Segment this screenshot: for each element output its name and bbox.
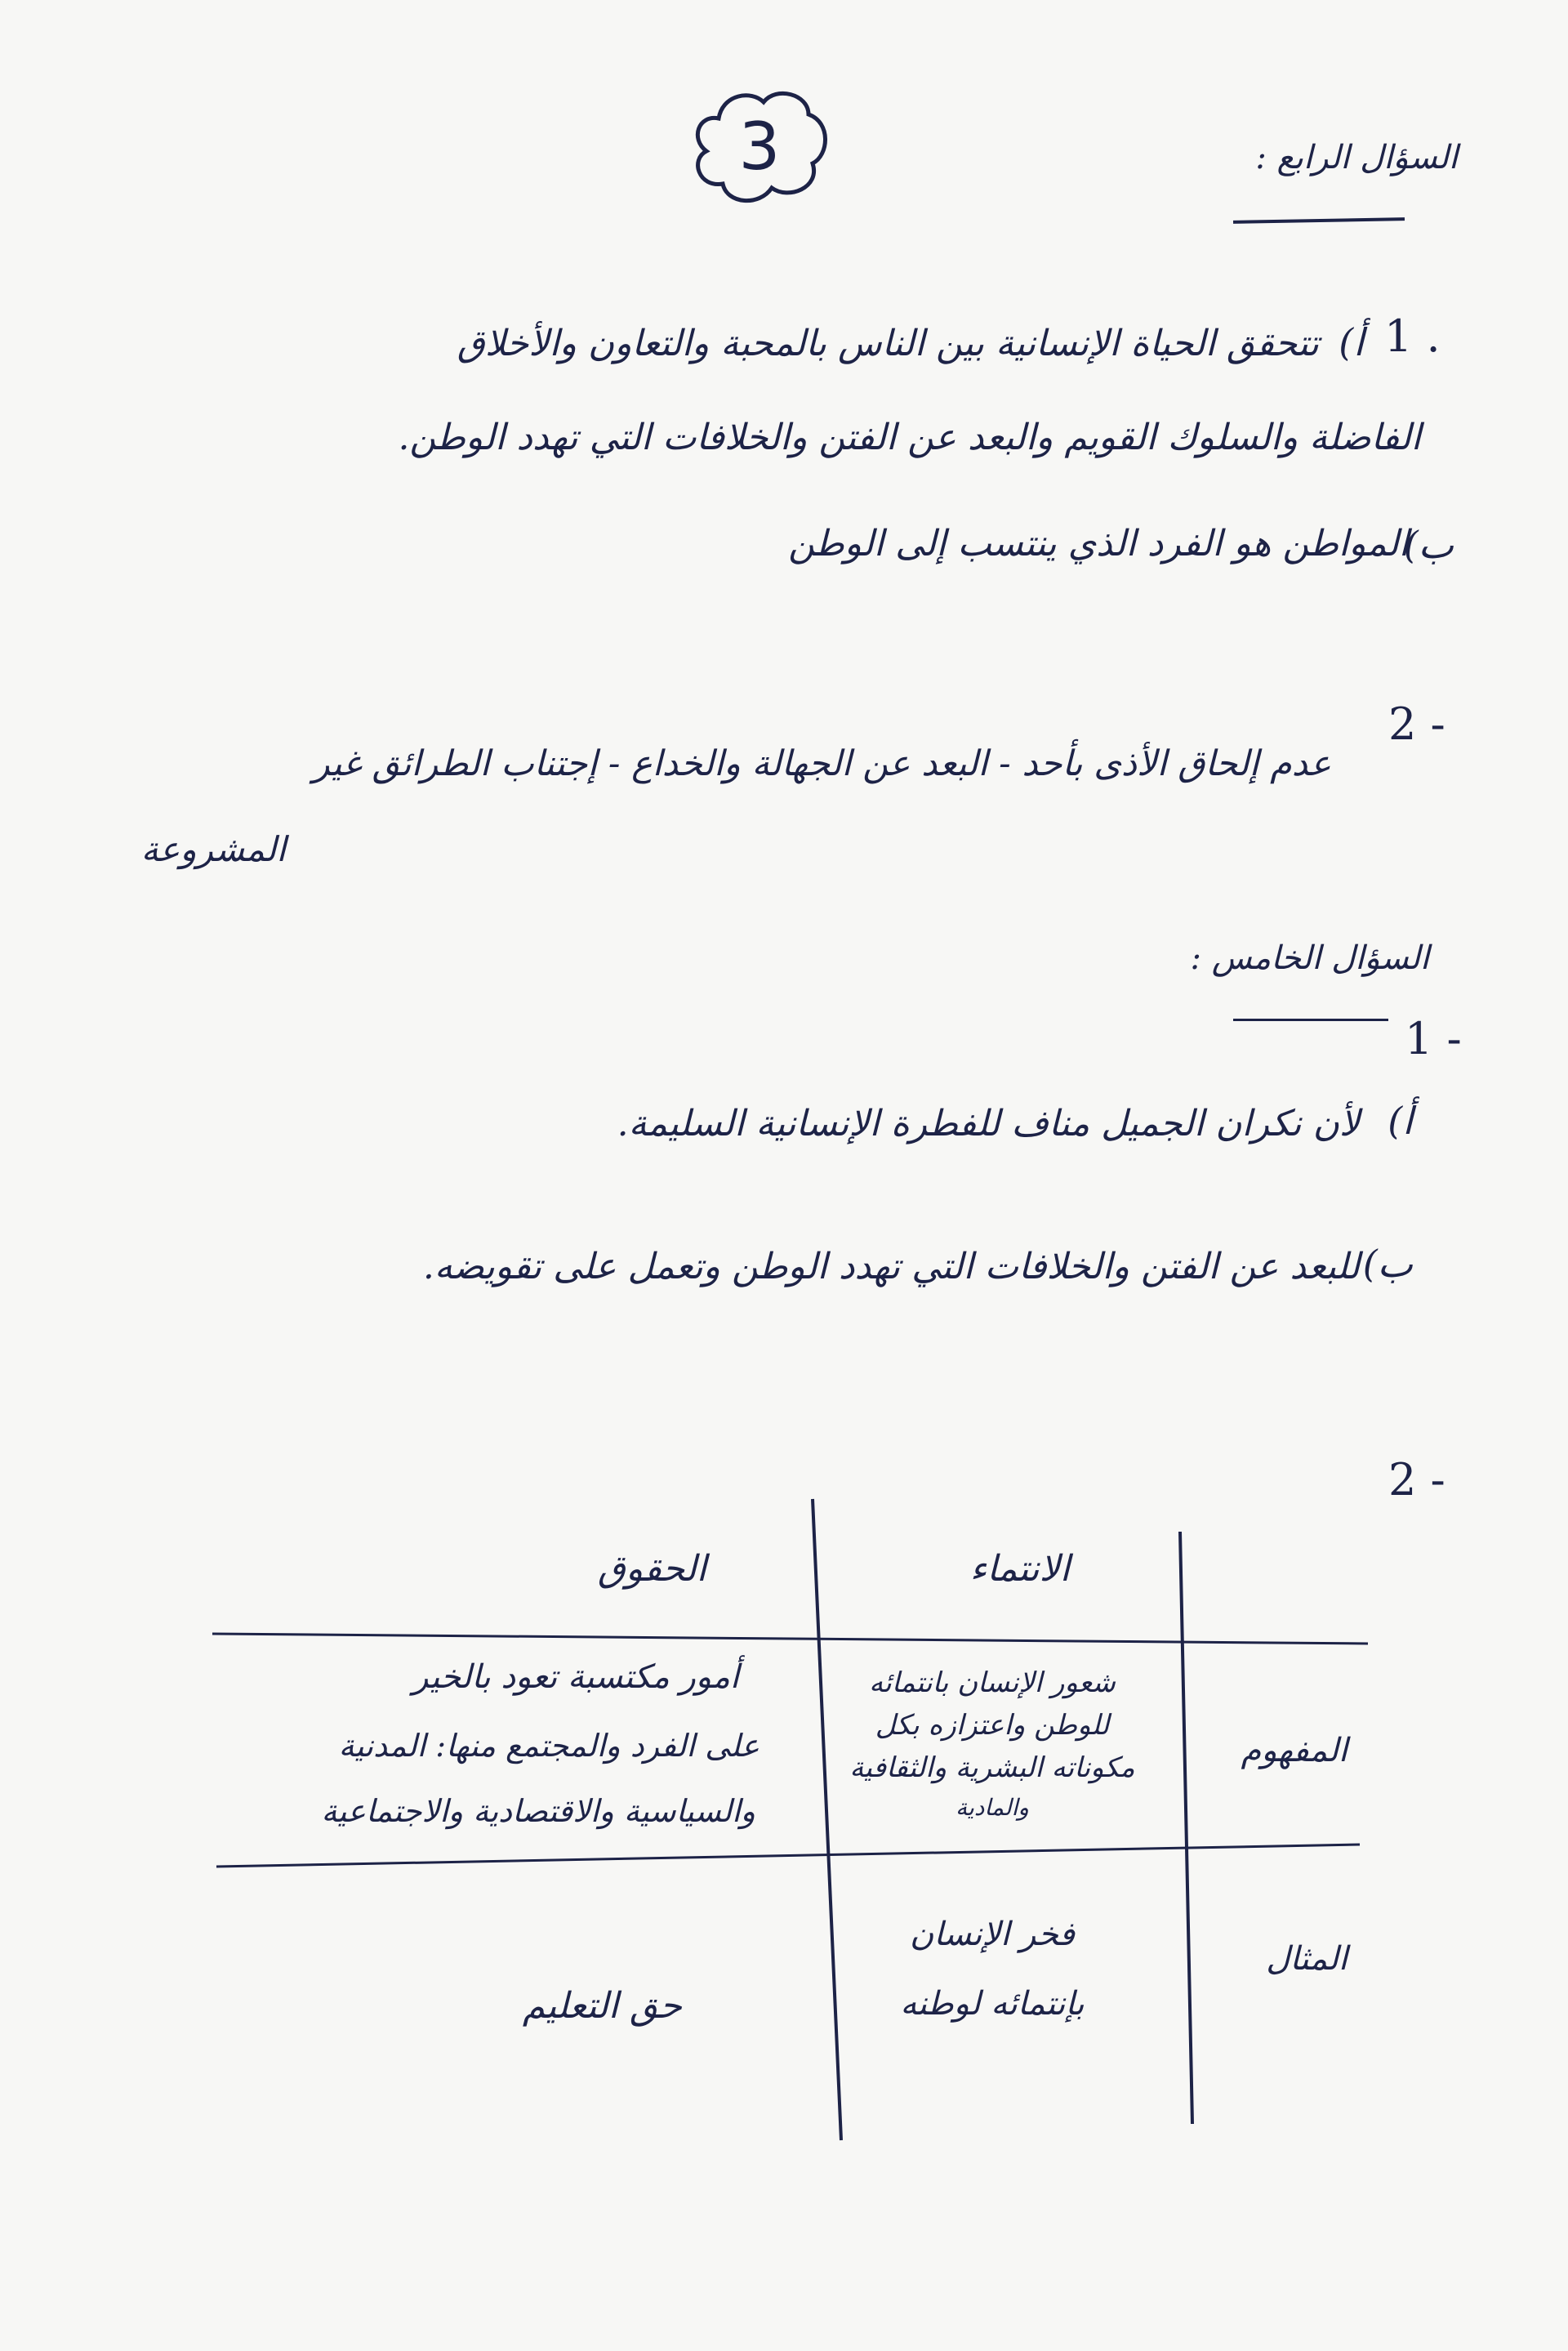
section5-q1-a-text: لأن نكران الجميل مناف للفطرة الإنسانية السليمة.: [617, 1103, 1360, 1144]
example-belonging-line: بإنتمائه لوطنه: [900, 1985, 1085, 2023]
section5-q2-number: 2 -: [1388, 1454, 1446, 1506]
table-header-rights: الحقوق: [597, 1548, 706, 1590]
section4-q2-line2: المشروعة: [140, 829, 286, 869]
page-number: 3: [738, 109, 781, 185]
example-rights: حق التعليم: [522, 1985, 682, 2027]
section4-q1-a-marker: أ): [1339, 320, 1364, 364]
section5-q1-a-marker: أ): [1388, 1099, 1413, 1143]
concept-belonging-line: للوطن واعتزازه بكل: [875, 1709, 1110, 1742]
section5-q1-b-marker: ب): [1362, 1242, 1413, 1286]
section4-q1-number: 1 .: [1384, 310, 1441, 362]
concept-rights-line: أمور مكتسبة تعود بالخير: [412, 1658, 739, 1696]
concept-belonging-line: والمادية: [956, 1794, 1029, 1821]
example-belonging-line: فخر الإنسان: [909, 1916, 1076, 1953]
concept-belonging-line: شعور الإنسان بانتمائه: [869, 1666, 1116, 1699]
section4-q1-a-line1: تتحقق الحياة الإنسانية بين الناس بالمحبة والتعاون والأخلاق: [457, 323, 1319, 364]
concept-belonging-line: مكوناته البشرية والثقافية: [849, 1751, 1135, 1784]
section4-q2-line1: عدم إلحاق الأذى بأحد - البعد عن الجهالة والخداع - إجتناب الطرائق غير: [312, 743, 1331, 784]
section5-title: السؤال الخامس :: [1190, 939, 1429, 977]
page-number-cloud-icon: [686, 86, 833, 208]
section4-q1-b-text: المواطن هو الفرد الذي ينتسب إلى الوطن: [788, 523, 1409, 564]
section4-q2-number: 2 -: [1388, 698, 1446, 750]
section5-q1-b-text: للبعد عن الفتن والخلافات التي تهدد الوطن وتعمل على تقويضه.: [422, 1246, 1360, 1287]
row-label-concept: المفهوم: [1241, 1732, 1348, 1769]
section4-q1-a-line2: الفاضلة والسلوك القويم والبعد عن الفتن والخلافات التي تهدد الوطن.: [398, 417, 1421, 458]
section4-title: السؤال الرابع :: [1255, 139, 1458, 176]
section4-q1-b-marker: ب): [1403, 523, 1454, 567]
table-header-belonging: الانتماء: [969, 1548, 1070, 1590]
concept-rights-line: والسياسية والاقتصادية والاجتماعية: [321, 1793, 755, 1829]
section5-title-underline: [1233, 1019, 1388, 1021]
section4-title-underline: [1233, 217, 1405, 224]
section5-q1-number: 1 -: [1405, 1013, 1462, 1064]
concept-rights-line: على الفرد والمجتمع منها: المدنية: [338, 1728, 760, 1764]
row-label-example: المثال: [1266, 1940, 1348, 1978]
